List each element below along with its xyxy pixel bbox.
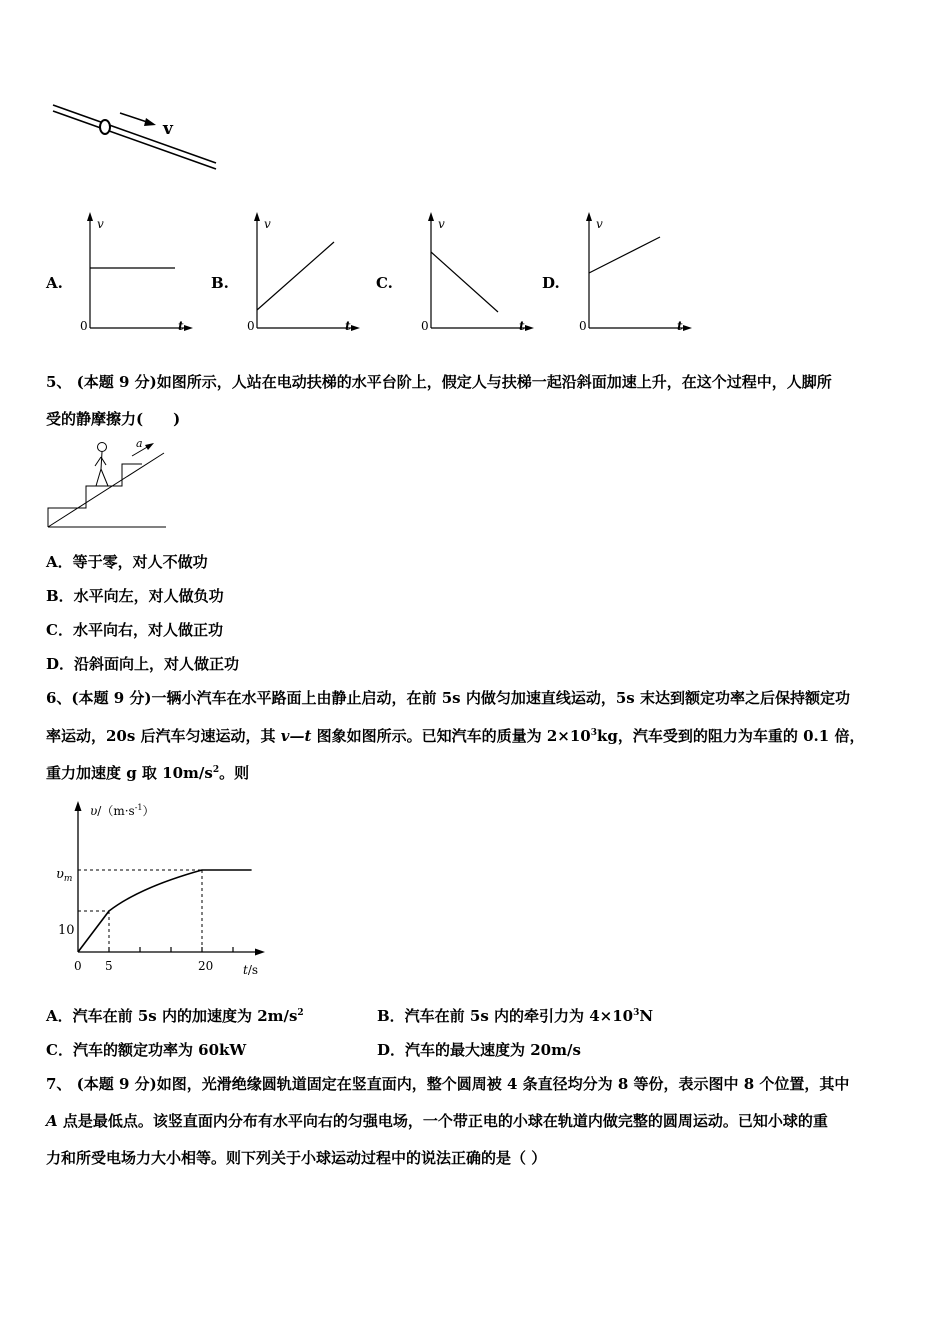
v-axis-label: v — [438, 217, 445, 231]
vt-chart — [50, 795, 280, 985]
t-axis-label: t — [519, 319, 525, 333]
q5-option-c: C．水平向右，对人做正功 — [46, 621, 223, 639]
t-axis-label: t — [178, 319, 184, 333]
q5-stem-line1: 5、 (本题 9 分)如图所示，人站在电动扶梯的水平台阶上，假定人与扶梯一起沿斜面加速上升，在这个过程中，人脚所 — [46, 373, 832, 391]
origin-label: 0 — [80, 319, 88, 333]
q6-option-a: A．汽车在前 5s 内的加速度为 $2m/s^2$ — [46, 1007, 304, 1025]
escalator-figure — [46, 436, 171, 531]
q5-option-b: B．水平向左，对人做负功 — [46, 587, 224, 605]
graph-b — [242, 210, 367, 335]
v-axis-label: v — [596, 217, 603, 231]
option-label-c: C. — [376, 274, 393, 292]
graph-c — [416, 210, 541, 335]
graph-a — [75, 210, 200, 335]
velocity-label: v — [163, 119, 173, 139]
x-tick-0: 0 — [74, 959, 82, 973]
t-axis-label: t — [677, 319, 683, 333]
q6-stem-line3: 重力加速度 g 取 $10m/s^2$。则 — [46, 764, 250, 782]
t-axis-label: t — [345, 319, 351, 333]
v-axis-label: v — [97, 217, 104, 231]
option-label-a: A. — [46, 274, 63, 292]
origin-label: 0 — [247, 319, 255, 333]
x-axis-title: t/s — [243, 963, 259, 977]
vm-tick-label: $\upsilon_m$ — [56, 867, 73, 884]
q6-option-d: D．汽车的最大速度为 20m/s — [377, 1041, 581, 1059]
x-tick-20: 20 — [198, 959, 214, 973]
q7-stem-line2: A 点是最低点。该竖直面内分布有水平向右的匀强电场，一个带正电的小球在轨道内做完整的圆周运动。已知小球的重 — [46, 1112, 828, 1130]
option-label-b: B. — [211, 274, 229, 292]
q6-stem-line1: 6、(本题 9 分)一辆小汽车在水平路面上由静止启动，在前 5s 内做匀加速直线运动，5s 末达到额定功率之后保持额定功 — [46, 689, 850, 707]
q7-stem-line3: 力和所受电场力大小相等。则下列关于小球运动过程中的说法正确的是（ ） — [46, 1149, 547, 1167]
q5-stem-line2: 受的静摩擦力( ) — [46, 410, 181, 428]
q6-option-c: C．汽车的额定功率为 60kW — [46, 1041, 247, 1059]
q7-stem-line1: 7、 (本题 9 分)如图，光滑绝缘圆轨道固定在竖直面内，整个圆周被 4 条直径均分为 8 等份，表示图中 8 个位置，其中 — [46, 1075, 850, 1093]
x-tick-5: 5 — [105, 959, 113, 973]
graph-d — [574, 210, 699, 335]
acceleration-label: a — [136, 437, 143, 450]
option-label-d: D. — [542, 274, 560, 292]
origin-label: 0 — [421, 319, 429, 333]
q5-option-d: D．沿斜面向上，对人做正功 — [46, 655, 240, 673]
origin-label: 0 — [579, 319, 587, 333]
y-tick-10: 10 — [58, 923, 75, 938]
y-axis-title: $\upsilon/(m\cdot s^{-1})$ — [90, 803, 155, 818]
q6-option-b: B．汽车在前 5s 内的牵引力为 $4\times 10^3N$ — [377, 1007, 654, 1025]
q6-stem-line2: 率运动，20s 后汽车匀速运动，其 v—t 图象如图所示。已知汽车的质量为 $2\times 10^3kg$，汽车受到的阻力为车重的 0.1 倍， — [46, 727, 865, 745]
rod-ring-figure — [48, 95, 223, 175]
v-axis-label: v — [264, 217, 271, 231]
q5-option-a: A．等于零，对人不做功 — [46, 553, 208, 571]
